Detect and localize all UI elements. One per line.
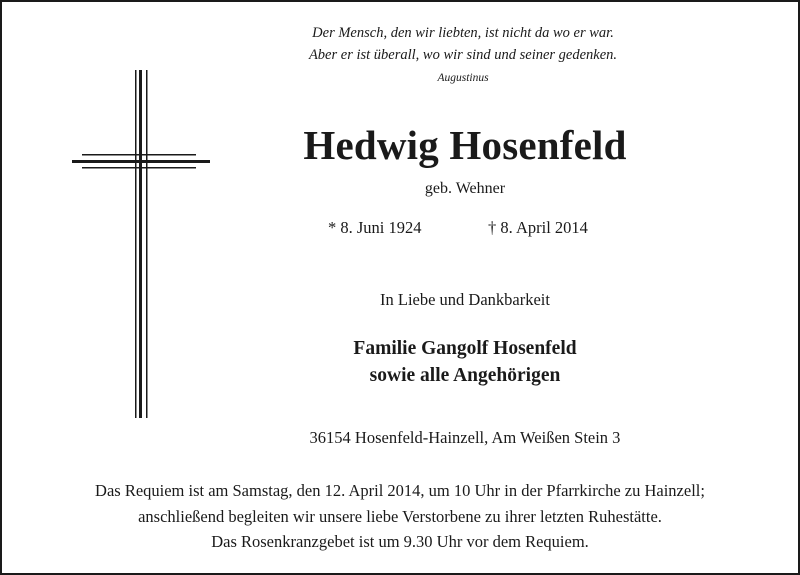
death-date: † 8. April 2014 — [488, 218, 588, 237]
quote-author: Augustinus — [437, 72, 489, 84]
service-line-1: Das Requiem ist am Samstag, den 12. April 2014, um 10 Uhr in der Pfarrkirche zu Hainzell; — [95, 481, 705, 500]
deceased-name: Hedwig Hosenfeld — [303, 122, 627, 168]
quote-line-1: Der Mensch, den wir liebten, ist nicht da wo er war. — [312, 25, 614, 41]
mourners-intro: In Liebe und Dankbarkeit — [380, 290, 550, 309]
relatives-line: sowie alle Angehörigen — [369, 365, 561, 386]
birth-name: geb. Wehner — [424, 180, 506, 197]
family-name: Familie Gangolf Hosenfeld — [353, 338, 577, 359]
family-address: 36154 Hosenfeld-Hainzell, Am Weißen Stein 3 — [309, 428, 621, 447]
birth-date: * 8. Juni 1924 — [328, 218, 422, 237]
service-line-2: anschließend begleiten wir unsere liebe Verstorbene zu ihrer letzten Ruhestätte. — [138, 507, 662, 526]
quote-line-2: Aber er ist überall, wo wir sind und seiner gedenken. — [308, 47, 618, 63]
service-line-3: Das Rosenkranzgebet ist um 9.30 Uhr vor dem Requiem. — [211, 532, 589, 551]
cross-icon — [68, 70, 214, 420]
